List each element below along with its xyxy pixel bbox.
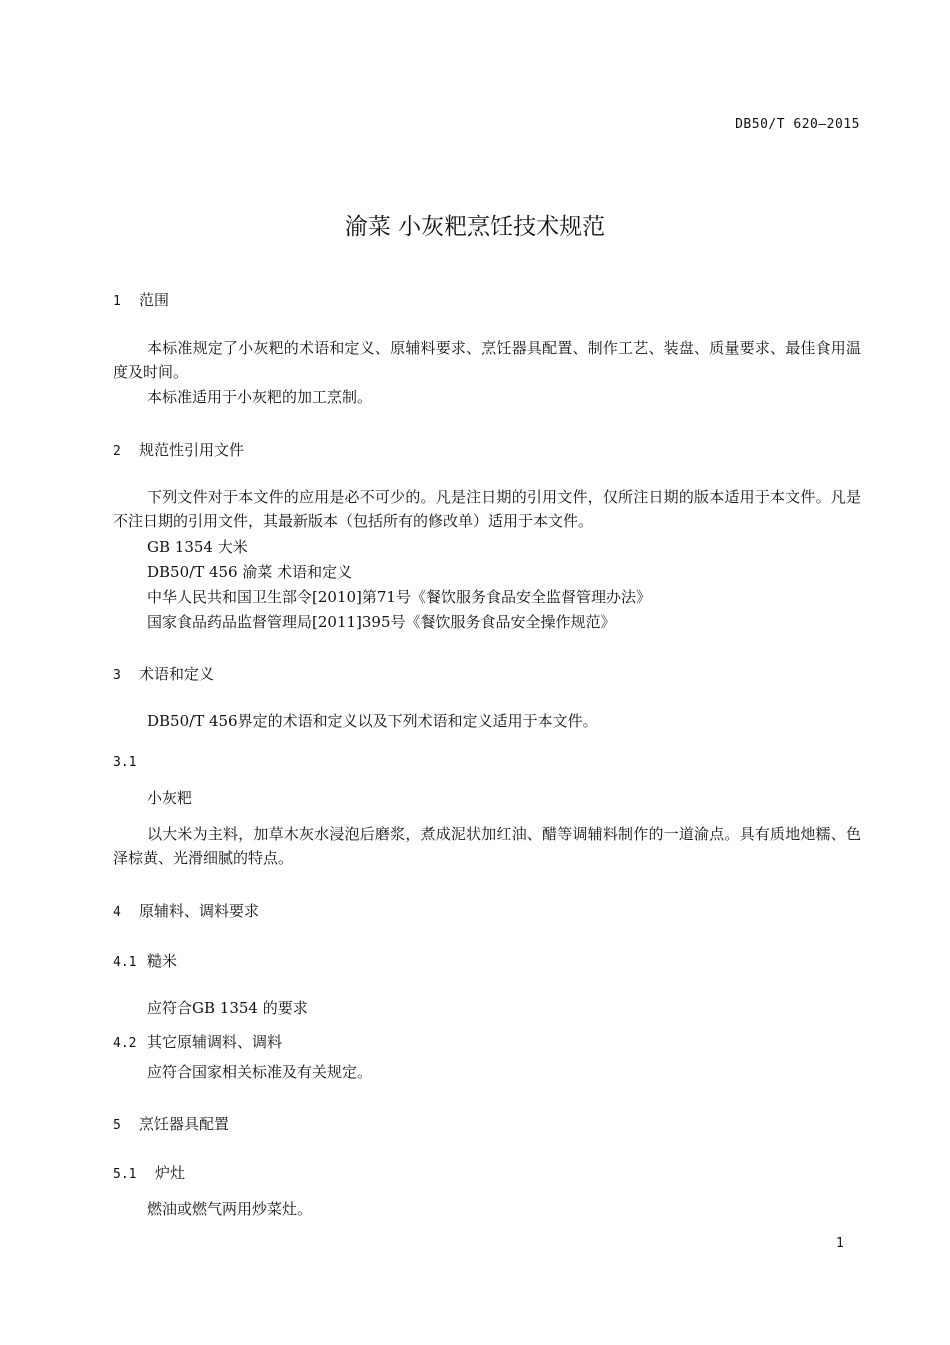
section-title: 范围 <box>139 291 170 309</box>
subsection-4-2-heading <box>113 1031 282 1052</box>
section-title: 规范性引用文件 <box>139 441 245 459</box>
reference-item: 国家食品药品监督管理局[2011]395号《餐饮服务食品安全操作规范》 <box>147 613 616 631</box>
section-1-heading <box>113 289 169 310</box>
subsection-title: 其它原辅调料、调料 <box>147 1033 283 1051</box>
subsection-number: 4.2 <box>113 1036 137 1051</box>
subsection-number: 5.1 <box>113 1167 137 1182</box>
subsection-4-1-text: 应符合GB 1354 的要求 <box>147 999 308 1017</box>
section-2-paragraph: 下列文件对于本文件的应用是必不可少的。凡是注日期的引用文件，仅所注日期的版本适用于本文件。凡是不注日期的引用文件，其最新版本（包括所有的修改单）适用于本文件。 <box>113 488 861 530</box>
term-name: 小灰粑 <box>147 789 193 807</box>
section-number: 5 <box>113 1118 121 1133</box>
subsection-number: 4.1 <box>113 955 137 970</box>
reference-item: DB50/T 456 渝菜 术语和定义 <box>147 563 353 581</box>
section-1-paragraph-1: 本标准规定了小灰粑的术语和定义、原辅料要求、烹饪器具配置、制作工艺、装盘、质量要求、最佳食用温度及时间。 <box>113 339 861 381</box>
subsection-title: 糙米 <box>147 952 178 970</box>
section-1-paragraph-2: 本标准适用于小灰粑的加工烹制。 <box>147 388 373 406</box>
reference-item: GB 1354 大米 <box>147 538 248 556</box>
term-definition: 以大米为主料，加草木灰水浸泡后磨浆，煮成泥状加红油、醋等调辅料制作的一道渝点。具有质地灺糯、色泽棕黄、光滑细腻的特点。 <box>113 825 861 867</box>
subsection-5-1-heading <box>113 1162 185 1183</box>
subsection-5-1-text: 燃油或燃气两用炒菜灶。 <box>147 1200 313 1218</box>
document-title: 渝菜 小灰粑烹饪技术规范 <box>344 214 606 240</box>
page-number: 1 <box>836 1236 844 1251</box>
section-title: 原辅料、调料要求 <box>139 902 260 920</box>
section-5-heading <box>113 1113 229 1134</box>
section-number: 2 <box>113 444 121 459</box>
subsection-4-2-text: 应符合国家相关标准及有关规定。 <box>147 1063 373 1081</box>
subsection-4-1-heading <box>113 950 177 971</box>
subsection-number: 3.1 <box>113 755 137 770</box>
section-3-heading <box>113 663 214 684</box>
subsection-3-1-heading <box>113 752 139 770</box>
section-title: 术语和定义 <box>139 665 215 683</box>
standard-code: DB50/T 620—2015 <box>735 117 860 132</box>
section-4-heading <box>113 900 259 921</box>
subsection-title: 炉灶 <box>155 1164 186 1182</box>
section-number: 1 <box>113 294 121 309</box>
section-number: 3 <box>113 668 121 683</box>
section-2-heading <box>113 439 244 460</box>
section-number: 4 <box>113 905 121 920</box>
reference-item: 中华人民共和国卫生部令[2010]第71号《餐饮服务食品安全监督管理办法》 <box>147 588 651 606</box>
section-title: 烹饪器具配置 <box>139 1115 230 1133</box>
section-3-paragraph: DB50/T 456界定的术语和定义以及下列术语和定义适用于本文件。 <box>147 712 598 730</box>
